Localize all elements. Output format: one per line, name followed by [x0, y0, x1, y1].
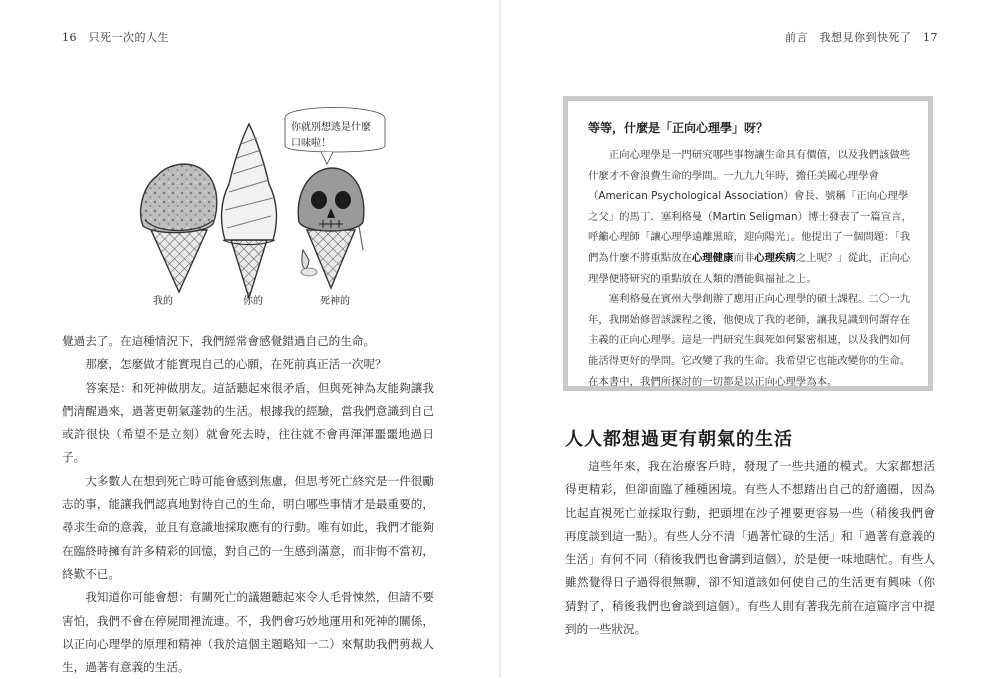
sidebar-paragraph-2: 塞利格曼在賓州大學創辦了應用正向心理學的碩士課程。二〇一九年，我開始修習該課程之後，他便成了我的老師，讓我見識到何謂存在主義的正向心理學。這是一門研究生與死如何緊密相連，以及我們如何能活得更好的學問。它改變了我的生命。我希望它也能改變你的生命。在本書中，我們所探討的一切都是以正向心理學為本。 — [588, 293, 911, 388]
left-body-text — [62, 330, 434, 679]
left-paragraph-1: 覺過去了。在這種情況下，我們經常會感覺錯過自己的生命。 — [62, 334, 376, 348]
skull-ice-cream — [298, 168, 364, 288]
ice-cream-illustration — [135, 100, 395, 315]
caption-deaths: 死神的 — [320, 296, 350, 307]
left-paragraph-3: 答案是：和死神做朋友。這話聽起來很矛盾，但與死神為友能夠讓我們清醒過來，過著更朝氣蓬勃的生活。根據我的經驗，當我們意識到自己或許很快（希望不是立刻）就會死去時，往往就不會再渾渾噩噩地過日子。 — [62, 380, 434, 465]
sidebar-text — [588, 145, 913, 392]
left-paragraph-5: 我知道你可能會想：有關死亡的議題聽起來令人毛骨悚然，但請不要害怕，我們不會在停屍間裡流連。不，我們會巧妙地運用和死神的關係，以正向心理學的原理和精神（我於這個主題略知一二）來幫助我們剪裁人生，過著有意義的生活。 — [62, 590, 434, 675]
sidebar-p1-mid: 而非 — [733, 251, 755, 264]
positive-psychology-sidebar — [563, 96, 933, 391]
sidebar-paragraph-1 — [588, 145, 913, 289]
middle-ice-cream — [222, 124, 277, 298]
sidebar-title: 等等，什麼是「正向心理學」呀？ — [588, 121, 769, 135]
sidebar-p1-bold-1: 心理健康 — [691, 251, 734, 264]
right-body-text — [565, 455, 935, 641]
book-gutter — [499, 0, 501, 677]
speech-bubble — [285, 108, 385, 165]
speech-line-1: 你就別想逃是什麼 — [291, 122, 371, 133]
caption-mine: 我的 — [153, 296, 173, 307]
right-paragraph-1: 這些年來，我在治療客戶時，發現了一些共通的模式。大家都想活得更精彩，但卻面臨了種種困境。有些人不想踏出自己的舒適圈，因為比起直視死亡並採取行動，把頭埋在沙子裡要更容易一些（稍後我們會再度談到這一點）。有些人分不清「過著忙碌的生活」和「過著有意義的生活」有何不同（稍後我們也會講到這個），於是便一味地瞎忙。有些人雖然覺得日子過得很無聊，卻不知道該如何使自己的生活更有興味（你猜對了，稍後我們也會談到這個）。有些人則有著我先前在這篇序言中提到的一些狀況。 — [565, 459, 935, 637]
speech-line-2: 口味啦！ — [291, 138, 331, 149]
section-heading: 人人都想過更有朝氣的生活 — [565, 429, 793, 450]
left-ice-cream — [141, 164, 217, 292]
caption-yours: 你的 — [243, 296, 263, 307]
left-paragraph-2: 那麼，怎麼做才能實現自己的心願，在死前真正活一次呢？ — [85, 357, 387, 372]
sidebar-p1-before: 正向心理學是一門研究哪些事物讓生命具有價值，以及我們該做些什麼才不會浪費生命的學問。一九九九年時，擔任美國心理學會（American Psychological Association）會長、號稱「正向心理學之父」的馬丁．塞利格曼（Martin Seligman）博士發表了一篇宣言，呼籲心理師「讓心理學遠離黑暗，迎向陽光」。他提出了一個問題：「我們為什麼不將重點放在 — [588, 149, 912, 264]
left-paragraph-4: 大多數人在想到死亡時可能會感到焦慮，但思考死亡終究是一件很勵志的事，能讓我們認真地對待自己的生命，明白哪些事情才是最重要的，尋求生命的意義，並且有意識地採取應有的行動。唯有如此，我們才能夠在臨終時擁有許多精彩的回憶，對自己的一生感到滿意，而非悔不當初，終歎不已。 — [62, 473, 434, 581]
sidebar-p1-after: 之上呢？」從此，正向心理學便將研究的重點放在人類的潛能與福祉之上。 — [588, 251, 911, 285]
right-running-head: 前言 我想見你到快死了 17 — [785, 31, 938, 44]
left-running-head: 16 只死一次的人生 — [62, 31, 169, 44]
sidebar-p1-bold-2: 心理疾病 — [754, 251, 796, 264]
